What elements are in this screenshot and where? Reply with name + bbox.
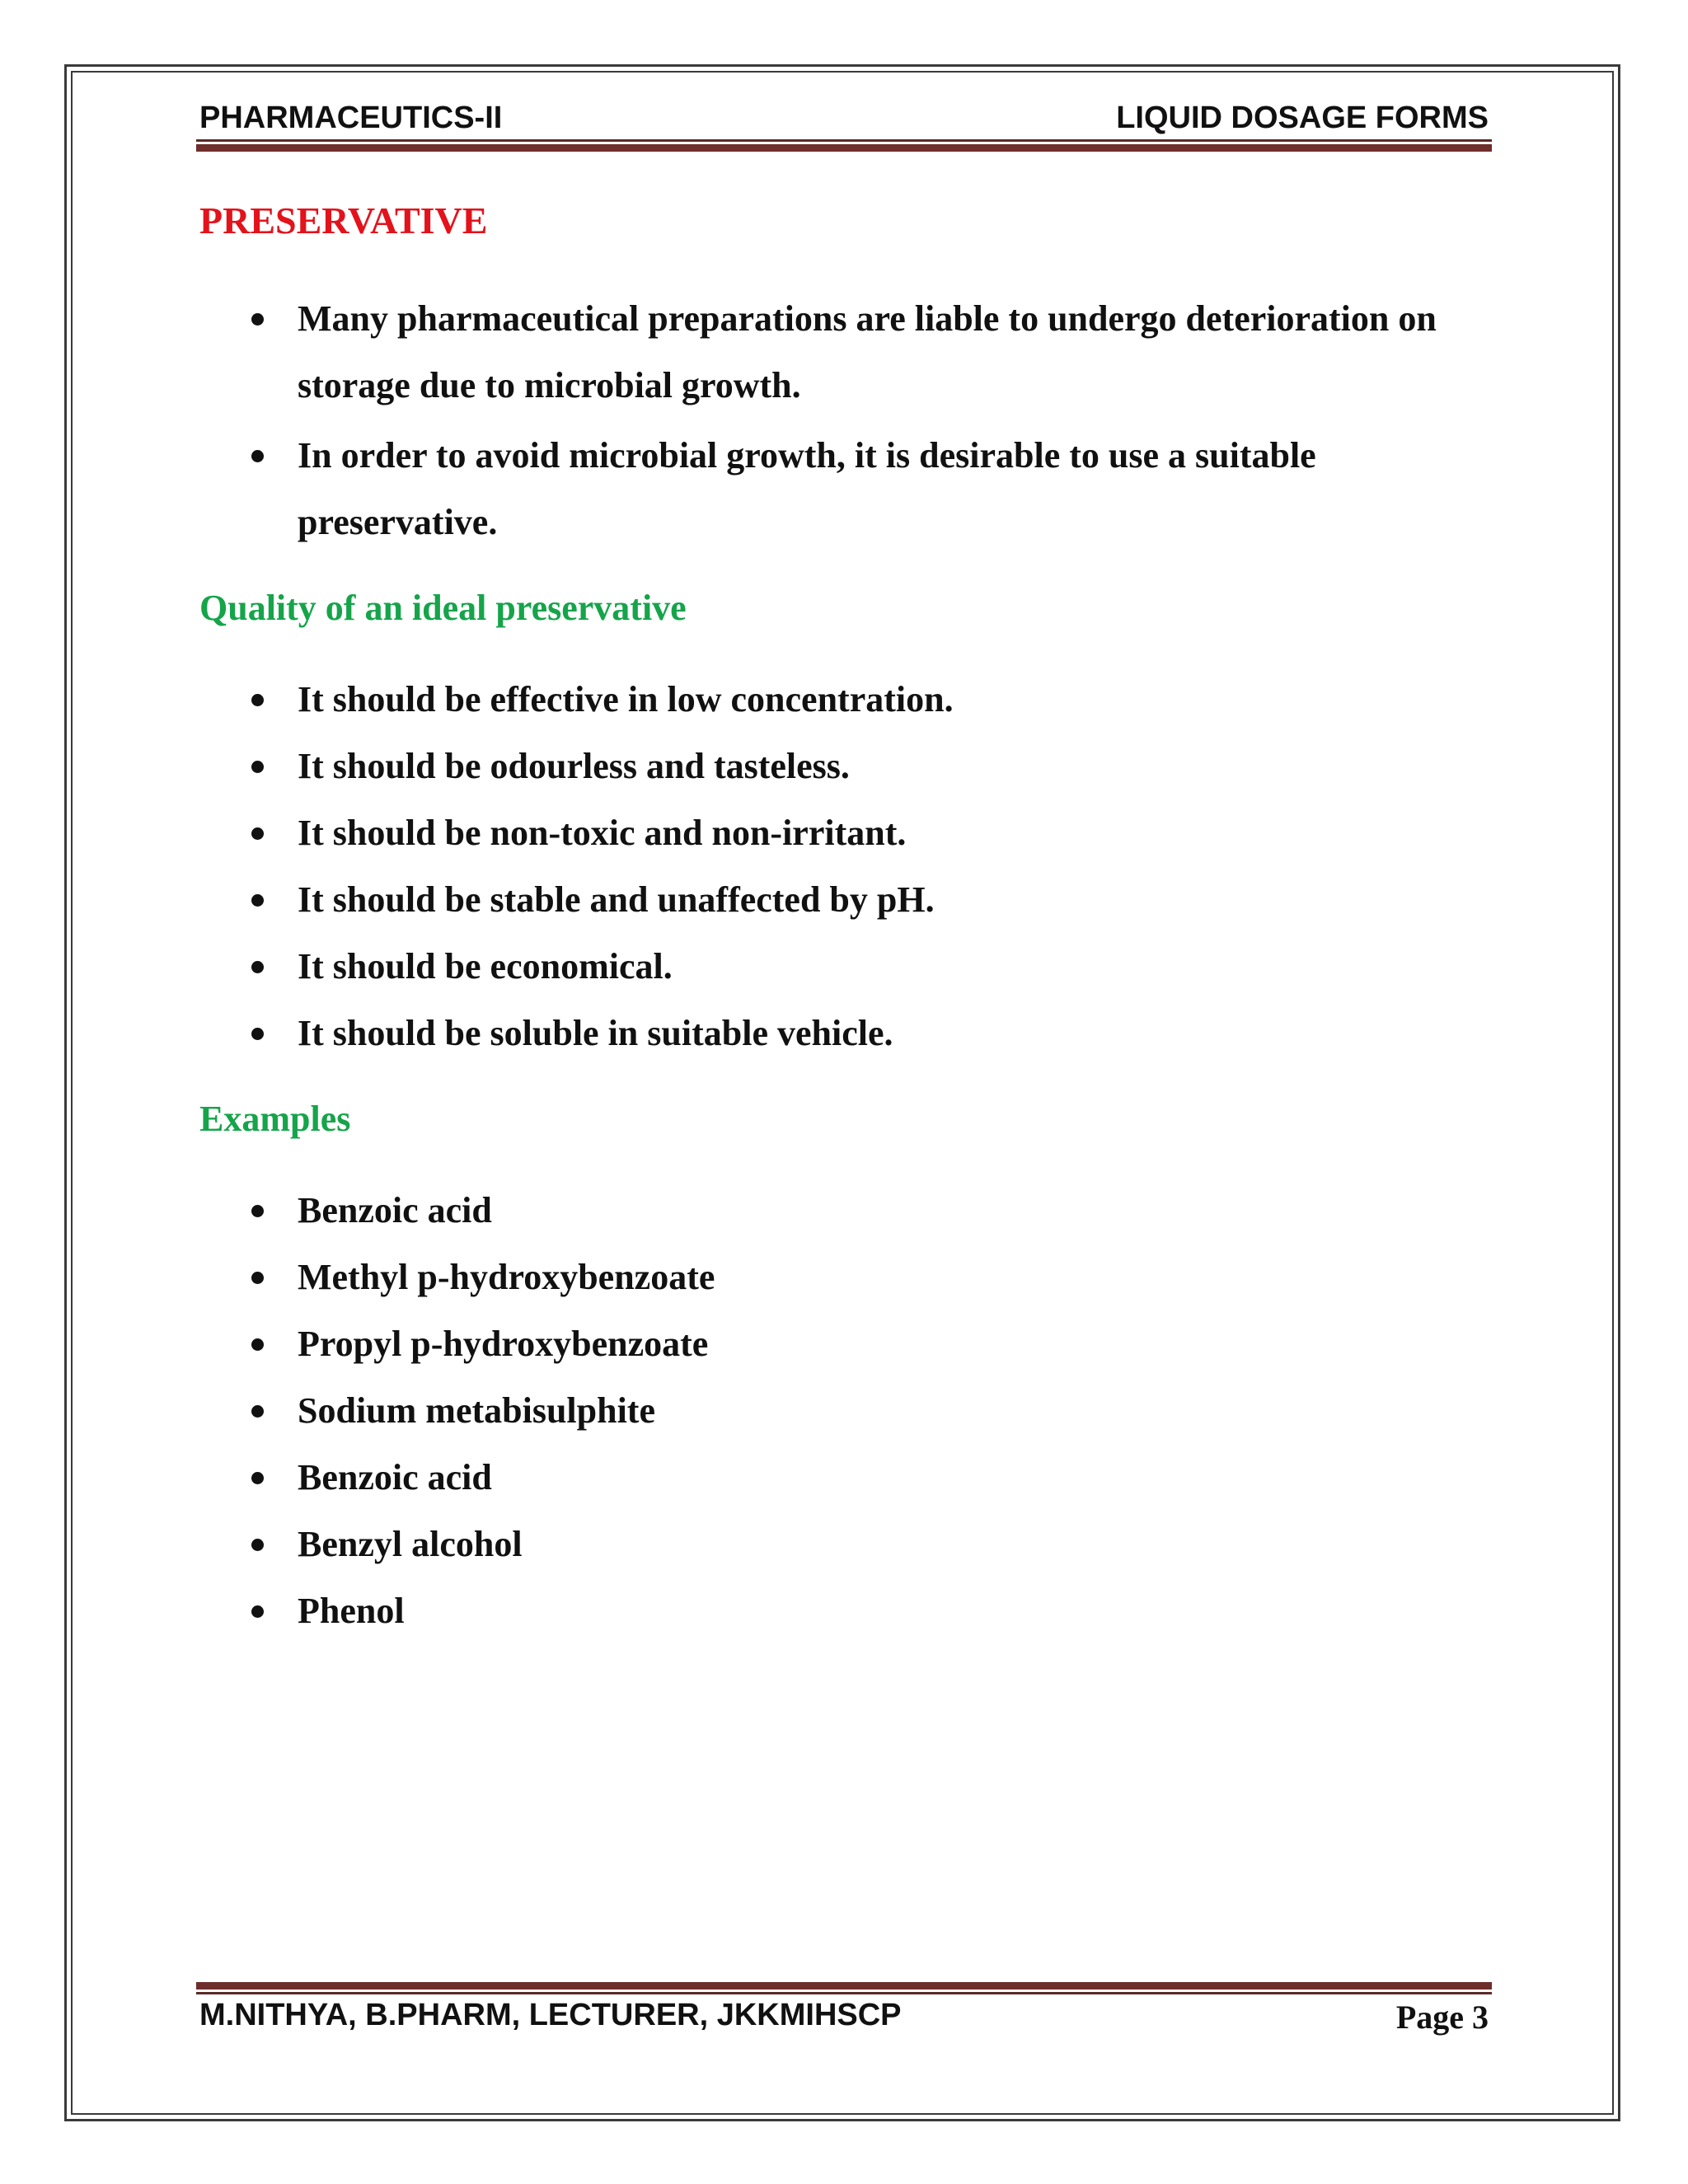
bullet-icon: [251, 450, 264, 462]
bullet-icon: [251, 694, 264, 706]
list-item: It should be economical.: [199, 933, 1489, 1000]
header-topic: LIQUID DOSAGE FORMS: [1116, 101, 1489, 135]
list-item: Benzoic acid: [199, 1444, 1489, 1511]
bullet-icon: [251, 894, 264, 907]
list-item: Sodium metabisulphite: [199, 1377, 1489, 1444]
bullet-icon: [251, 1338, 264, 1351]
section-title: PRESERVATIVE: [199, 199, 488, 241]
list-item: Many pharmaceutical preparations are liable to undergo deterioration on storage due to microbial growth.: [199, 285, 1489, 419]
bullet-icon: [251, 827, 264, 840]
bullet-icon: [251, 1539, 264, 1551]
bullet-icon: [251, 961, 264, 973]
bullet-icon: [251, 1028, 264, 1040]
bullet-icon: [251, 313, 264, 326]
bullet-icon: [251, 1472, 264, 1484]
examples-heading: Examples: [199, 1099, 351, 1139]
footer-rule-thick: [196, 1982, 1492, 1990]
list-item: Phenol: [199, 1577, 1489, 1644]
list-item: It should be non-toxic and non-irritant.: [199, 799, 1489, 866]
footer-author: M.NITHYA, B.PHARM, LECTURER, JKKMIHSCP: [199, 1998, 902, 2032]
header-subject: PHARMACEUTICS-II: [199, 101, 503, 135]
list-item: Benzyl alcohol: [199, 1511, 1489, 1577]
list-item: It should be stable and unaffected by pH.: [199, 866, 1489, 933]
bullet-icon: [251, 1605, 264, 1618]
list-item: In order to avoid microbial growth, it is desirable to use a suitable preservative.: [199, 422, 1489, 555]
quality-heading: Quality of an ideal preservative: [199, 588, 687, 628]
list-item: Propyl p-hydroxybenzoate: [199, 1310, 1489, 1377]
intro-list: [199, 285, 1489, 555]
page-footer: [199, 1998, 1489, 2047]
bullet-icon: [251, 761, 264, 773]
list-item: Methyl p-hydroxybenzoate: [199, 1244, 1489, 1310]
list-item: Benzoic acid: [199, 1177, 1489, 1244]
examples-list: [199, 1177, 1489, 1644]
bullet-icon: [251, 1205, 264, 1217]
list-item: It should be soluble in suitable vehicle.: [199, 1000, 1489, 1066]
header-rule-thick: [196, 144, 1492, 152]
page-content: [199, 193, 1489, 1644]
quality-list: [199, 666, 1489, 1066]
footer-rule-thin: [196, 1992, 1492, 1994]
page-number: Page 3: [1395, 1999, 1489, 2036]
list-item: It should be odourless and tasteless.: [199, 733, 1489, 799]
header-rule-thin: [196, 139, 1492, 142]
bullet-icon: [251, 1272, 264, 1284]
bullet-icon: [251, 1405, 264, 1418]
list-item: It should be effective in low concentration.: [199, 666, 1489, 733]
